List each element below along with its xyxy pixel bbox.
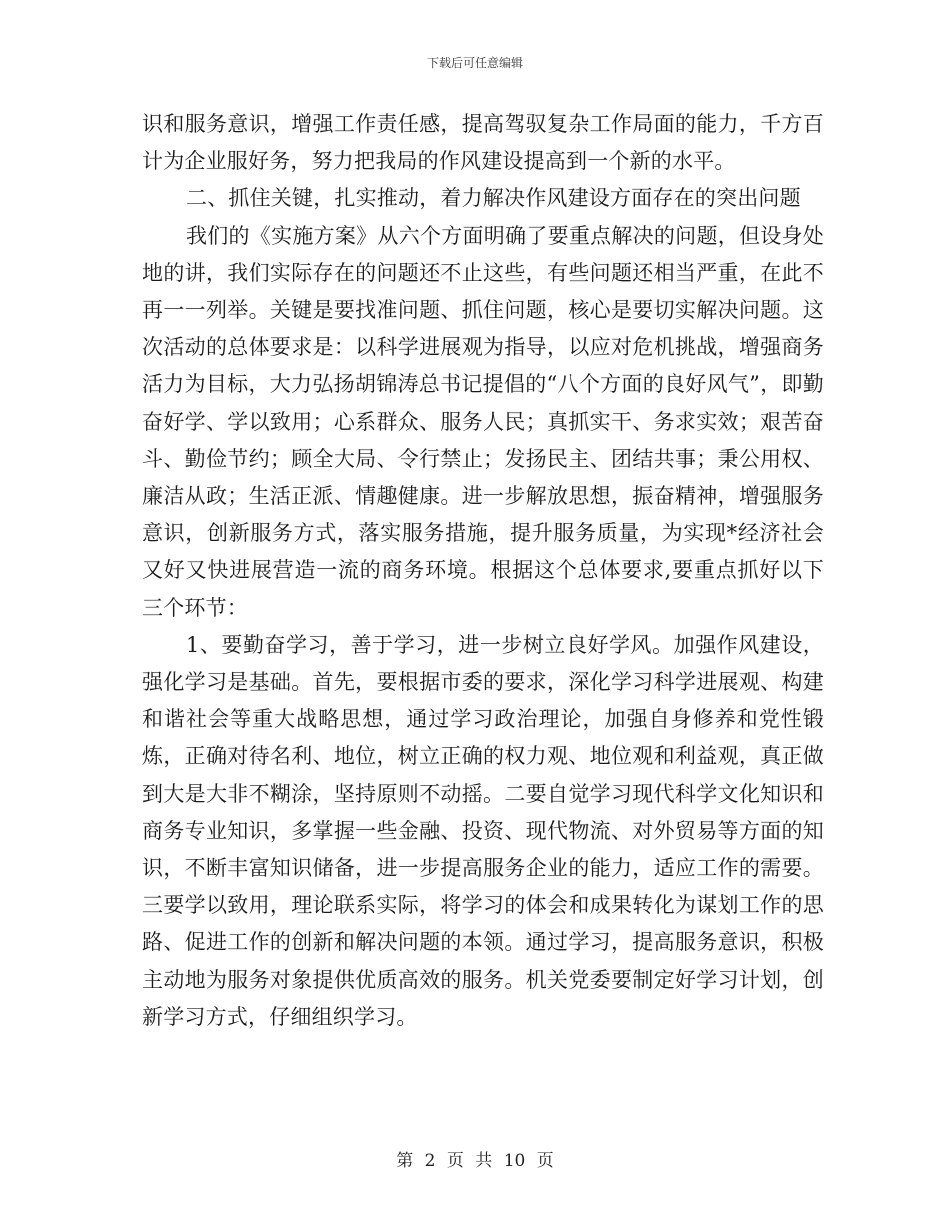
page-header: 下载后可任意编辑 (426, 56, 523, 70)
paragraph-continuation: 识和服务意识，增强工作责任感，提高驾驭复杂工作局面的能力，千方百计为企业服好务，努力把我局的作风建设提高到一个新的水平。 (142, 112, 824, 174)
paragraph-study: 1、要勤奋学习，善于学习，进一步树立良好学风。加强作风建设，强化学习是基础。首先，要根据市委的要求，深化学习科学进展观、构建和谐社会等重大战略思想，通过学习政治理论，加强自身修养和党性锻炼，正确对待名利、地位，树立正确的权力观、地位观和利益观，真正做到大是大非不糊涂，坚持原则不动摇。二要自觉学习现代科学文化知识和商务专业知识，多掌握一些金融、投资、现代物流、对外贸易等方面的知识，不断丰富知识储备，进一步提高服务企业的能力，适应工作的需要。三要学以致用，理论联系实际，将学习的体会和成果转化为谋划工作的思路、促进工作的创新和解决问题的本领。通过学习，提高服务意识，积极主动地为服务对象提供优质高效的服务。机关党委要制定好学习计划，创新学习方式，仔细组织学习。 (142, 632, 824, 1029)
document-body (142, 106, 824, 1036)
page-number: 第 2 页 共 10 页 (396, 1151, 554, 1171)
section-heading: 二、抓住关键，扎实推动，着力解决作风建设方面存在的突出问题 (186, 186, 801, 211)
paragraph-requirements: 我们的《实施方案》从六个方面明确了要重点解决的问题，但设身处地的讲，我们实际存在的问题还不止这些，有些问题还相当严重，在此不再一一列举。关键是要找准问题、抓住问题，核心是要切实解决问题。这次活动的总体要求是：以科学进展观为指导，以应对危机挑战，增强商务活力为目标，大力弘扬胡锦涛总书记提倡的“八个方面的良好风气”，即勤奋好学、学以致用；心系群众、服务人民；真抓实干、务求实效；艰苦奋斗、勤俭节约；顾全大局、令行禁止；发扬民主、团结共事；秉公用权、廉洁从政；生活正派、情趣健康。进一步解放思想，振奋精神，增强服务意识，创新服务方式，落实服务措施，提升服务质量，为实现*经济社会又好又快进展营造一流的商务环境。根据这个总体要求,要重点抓好以下三个环节： (142, 223, 824, 620)
